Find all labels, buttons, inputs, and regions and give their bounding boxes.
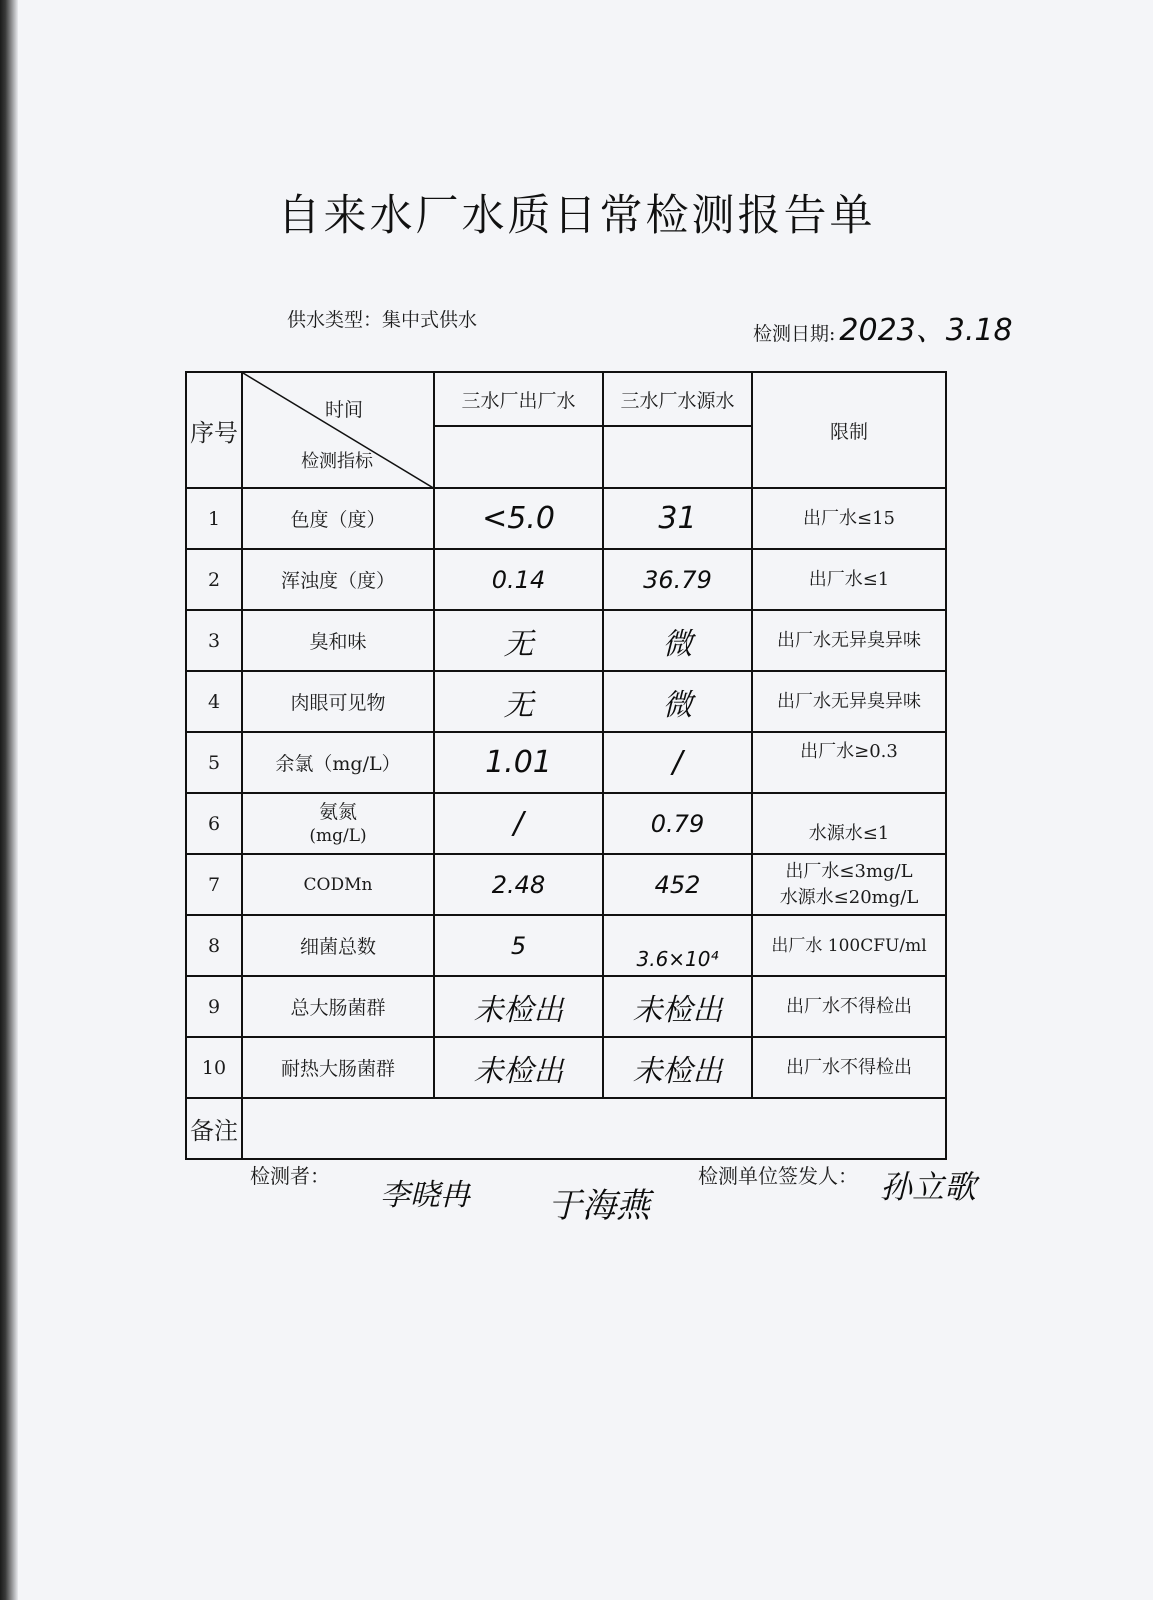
row-source-value: 0.79 <box>603 793 752 854</box>
header-diagonal-cell <box>242 372 434 488</box>
table-row <box>186 549 946 610</box>
remark-row <box>186 1098 946 1159</box>
header-indicator: 检测指标 <box>301 451 373 472</box>
row-limit-2: 水源水≤20mg/L <box>779 886 919 908</box>
row-limit: 出厂水≥0.3 <box>752 732 946 793</box>
table-row <box>186 488 946 549</box>
header-outlet: 三水厂出厂水 <box>434 372 603 426</box>
row-source-value: 未检出 <box>603 976 752 1037</box>
row-no: 4 <box>186 671 242 732</box>
row-no: 1 <box>186 488 242 549</box>
unit-signer-label: 检测单位签发人： <box>698 1164 858 1188</box>
row-limit: 出厂水不得检出 <box>752 976 946 1037</box>
row-outlet-value: 未检出 <box>434 976 603 1037</box>
row-limit: 出厂水≤1 <box>752 549 946 610</box>
inspector-signature-1: 李晓冉 <box>380 1178 470 1213</box>
row-limit: 出厂水不得检出 <box>752 1037 946 1098</box>
row-source-value: 3.6×10⁴ <box>603 915 752 976</box>
row-no: 7 <box>186 854 242 915</box>
table-row <box>186 671 946 732</box>
table-row <box>186 854 946 915</box>
row-source-value: 未检出 <box>603 1037 752 1098</box>
table-row <box>186 793 946 854</box>
row-outlet-value: 2.48 <box>434 854 603 915</box>
row-outlet-value: 5 <box>434 915 603 976</box>
row-source-value: / <box>603 732 752 793</box>
row-item-unit: (mg/L) <box>309 825 367 846</box>
row-item: 色度（度） <box>242 488 434 549</box>
row-source-value: 452 <box>603 854 752 915</box>
unit-signer-signature: 孙立歌 <box>880 1168 977 1206</box>
row-source-value: 微 <box>603 671 752 732</box>
row-outlet-value: / <box>434 793 603 854</box>
row-item: 氨氮 <box>318 800 357 823</box>
row-no: 9 <box>186 976 242 1037</box>
row-item: 臭和味 <box>242 610 434 671</box>
table-row <box>186 976 946 1037</box>
row-no: 10 <box>186 1037 242 1098</box>
row-item: 浑浊度（度） <box>242 549 434 610</box>
inspector-label: 检测者： <box>250 1164 330 1188</box>
table-header-row <box>186 372 946 426</box>
row-outlet-value: 1.01 <box>434 732 603 793</box>
table-row <box>186 915 946 976</box>
row-limit: 出厂水≤15 <box>752 488 946 549</box>
header-seq: 序号 <box>186 372 242 488</box>
row-item: 耐热大肠菌群 <box>242 1037 434 1098</box>
row-outlet-value: 0.14 <box>434 549 603 610</box>
row-limit: 出厂水 100CFU/ml <box>752 915 946 976</box>
remark-content <box>242 1098 946 1159</box>
header-limit: 限制 <box>752 372 946 488</box>
row-item: 肉眼可见物 <box>242 671 434 732</box>
row-no: 2 <box>186 549 242 610</box>
row-no: 5 <box>186 732 242 793</box>
inspector-signature-2: 于海燕 <box>548 1186 650 1226</box>
water-quality-table <box>185 371 947 1160</box>
row-outlet-value: 无 <box>434 671 603 732</box>
test-date-label: 检测日期: <box>753 323 836 345</box>
report-title: 自来水厂水质日常检测报告单 <box>277 191 876 241</box>
row-item: 总大肠菌群 <box>242 976 434 1037</box>
test-date-value: 2023、3.18 <box>839 313 1013 348</box>
row-item: 细菌总数 <box>242 915 434 976</box>
row-limit: 出厂水无异臭异味 <box>752 671 946 732</box>
row-limit: 水源水≤1 <box>752 793 946 854</box>
table-row <box>186 732 946 793</box>
row-no: 3 <box>186 610 242 671</box>
source-time-cell <box>603 426 752 488</box>
row-source-value: 31 <box>603 488 752 549</box>
table-row <box>186 1037 946 1098</box>
row-limit: 出厂水无异臭异味 <box>752 610 946 671</box>
row-outlet-value: <5.0 <box>434 488 603 549</box>
row-item-cell <box>242 793 434 854</box>
row-limit: 出厂水≤3mg/L <box>785 860 913 882</box>
row-source-value: 36.79 <box>603 549 752 610</box>
supply-type: 供水类型：集中式供水 <box>287 309 478 331</box>
test-date <box>753 305 1013 349</box>
table-row <box>186 610 946 671</box>
outlet-time-cell <box>434 426 603 488</box>
row-no: 8 <box>186 915 242 976</box>
row-no: 6 <box>186 793 242 854</box>
header-time: 时间 <box>324 399 363 421</box>
row-item: CODMn <box>242 854 434 915</box>
row-item: 余氯（mg/L） <box>242 732 434 793</box>
row-outlet-value: 无 <box>434 610 603 671</box>
row-limit-cell <box>752 854 946 915</box>
row-outlet-value: 未检出 <box>434 1037 603 1098</box>
header-source: 三水厂水源水 <box>603 372 752 426</box>
remark-label: 备注 <box>186 1098 242 1159</box>
row-source-value: 微 <box>603 610 752 671</box>
